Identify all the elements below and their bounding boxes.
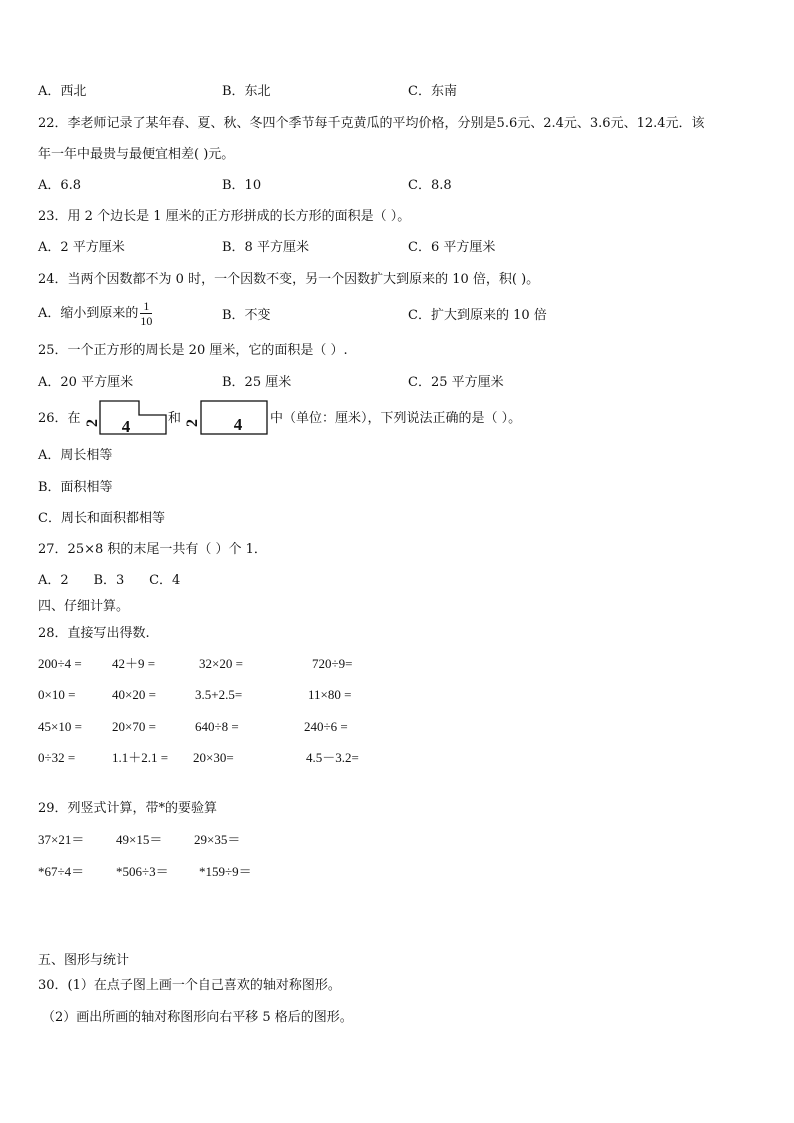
- q29-r1c2: 49×15＝: [116, 832, 163, 847]
- q28-r1c2: 42＋9 =: [112, 656, 156, 671]
- q26-option-b: B．面积相等: [38, 480, 113, 495]
- q22-option-c: C．8.8: [408, 178, 452, 193]
- q26-figure-rectangle: [182, 399, 270, 437]
- q27-options: A．2 B．3 C．4: [38, 573, 181, 588]
- q22-option-b: B．10: [222, 178, 262, 193]
- q28-r1c3: 32×20 =: [199, 656, 243, 671]
- q25-option-a: A．20 平方厘米: [38, 375, 134, 390]
- q24-option-a-text: A．缩小到原来的: [38, 306, 139, 321]
- q25-stem: 25．一个正方形的周长是 20 厘米，它的面积是（ ）.: [38, 343, 348, 358]
- q29-r1c1: 37×21＝: [38, 832, 85, 847]
- q26-mid: 和: [168, 411, 182, 426]
- q28-r2c1: 0×10 =: [38, 687, 76, 702]
- q29-stem: 29．列竖式计算，带*的要验算: [38, 801, 218, 816]
- q24-stem: 24．当两个因数都不为 0 时，一个因数不变，另一个因数扩大到原来的 10 倍，积( )。: [38, 272, 540, 287]
- q24-option-b: B．不变: [222, 308, 271, 323]
- q29-r2c2: *506÷3＝: [116, 864, 169, 879]
- q28-r2c2: 40×20 =: [112, 687, 156, 702]
- fig2-side-label: 2: [184, 419, 201, 427]
- q21-option-c: C．东南: [408, 84, 457, 99]
- fraction-numerator: 1: [140, 300, 152, 314]
- q28-stem: 28．直接写出得数.: [38, 626, 150, 641]
- q24-option-a: [38, 298, 152, 330]
- section-4-heading: 四、仔细计算。: [38, 599, 130, 614]
- q24-option-c: C．扩大到原来的 10 倍: [408, 308, 547, 323]
- q28-r3c2: 20×70 =: [112, 719, 156, 734]
- q30-line2: （2）画出所画的轴对称图形向右平移 5 格后的图形。: [42, 1010, 353, 1025]
- q28-r1c4: 720÷9=: [312, 656, 353, 671]
- q23-option-a: A．2 平方厘米: [38, 240, 125, 255]
- fig1-outline: [100, 401, 166, 434]
- q26-prefix: 26．在: [38, 411, 81, 426]
- q28-r3c4: 240÷6 =: [304, 719, 348, 734]
- q28-r4c1: 0÷32 =: [38, 750, 76, 765]
- section-5-heading: 五、图形与统计: [38, 953, 130, 968]
- q26-option-a: A．周长相等: [38, 448, 113, 463]
- q28-r3c1: 45×10 =: [38, 719, 82, 734]
- q26-suffix: 中（单位：厘米），下列说法正确的是（ ）。: [270, 411, 522, 426]
- fraction-one-tenth: [140, 300, 152, 327]
- q21-option-b: B．东北: [222, 84, 271, 99]
- fraction-denominator: 10: [140, 314, 153, 328]
- q29-r2c3: *159÷9＝: [199, 864, 252, 879]
- q23-stem: 23．用 2 个边长是 1 厘米的正方形拼成的长方形的面积是（ ）。: [38, 209, 411, 224]
- q28-r4c2: 1.1＋2.1 =: [112, 750, 169, 765]
- q22-option-a: A．6.8: [38, 178, 82, 193]
- fig2-bottom-label: 4: [233, 415, 243, 434]
- fig1-side-label: 2: [84, 419, 101, 427]
- q26-figure-notched-rectangle: [82, 399, 168, 437]
- q25-option-b: B．25 厘米: [222, 375, 292, 390]
- fig1-bottom-label: 4: [121, 417, 131, 436]
- q25-option-c: C．25 平方厘米: [408, 375, 504, 390]
- q28-r3c3: 640÷8 =: [195, 719, 239, 734]
- q23-option-b: B．8 平方厘米: [222, 240, 309, 255]
- q26-option-c: C．周长和面积都相等: [38, 511, 165, 526]
- q22-stem-line2: 年一年中最贵与最便宜相差( )元。: [38, 147, 235, 162]
- q22-stem-line1: 22．李老师记录了某年春、夏、秋、冬四个季节每千克黄瓜的平均价格，分别是5.6元、2.4元、3.6元、12.4元．该: [38, 116, 705, 131]
- q28-r4c3: 20×30=: [193, 750, 234, 765]
- q27-stem: 27．25×8 积的末尾一共有（ ）个 1．: [38, 542, 267, 557]
- q28-r2c4: 11×80 =: [308, 687, 352, 702]
- q29-r1c3: 29×35＝: [194, 832, 241, 847]
- q28-r1c1: 200÷4 =: [38, 656, 82, 671]
- q23-option-c: C．6 平方厘米: [408, 240, 496, 255]
- q29-r2c1: *67÷4＝: [38, 864, 85, 879]
- q21-option-a: A．西北: [38, 84, 87, 99]
- q30-line1: 30．(1）在点子图上画一个自己喜欢的轴对称图形。: [38, 978, 341, 993]
- q28-r2c3: 3.5+2.5=: [195, 687, 243, 702]
- q28-r4c4: 4.5－3.2=: [306, 750, 359, 765]
